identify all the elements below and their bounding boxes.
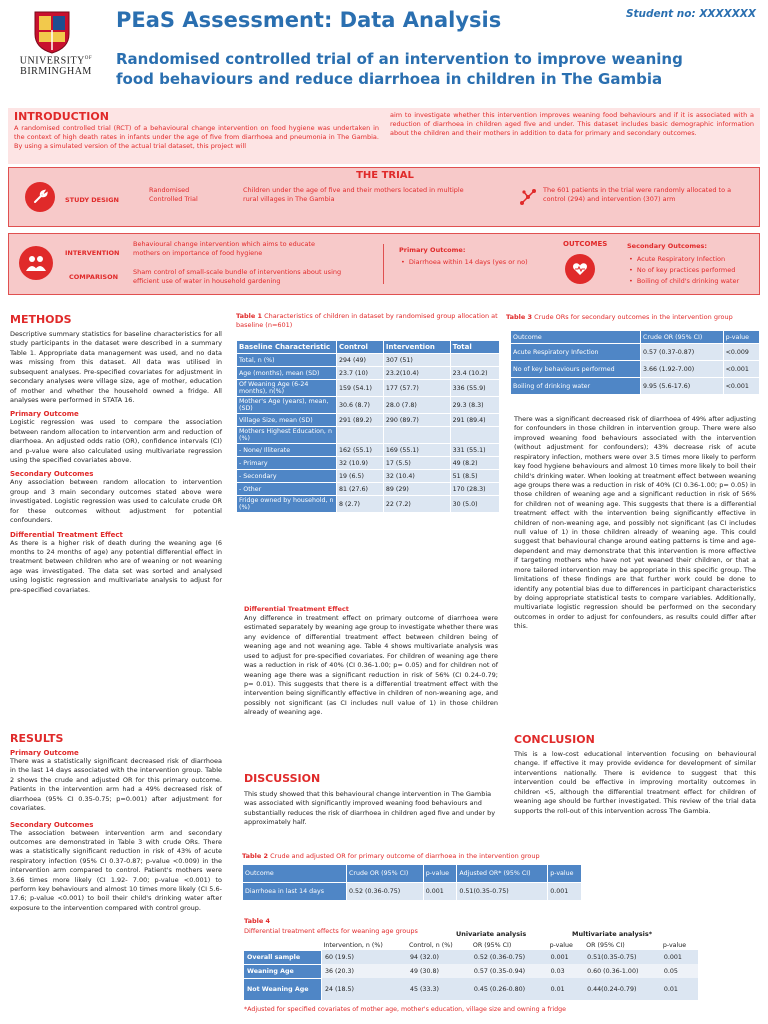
study-design-value: Randomised Controlled Trial — [149, 186, 198, 204]
network-icon — [519, 188, 537, 206]
table-cell: Boiling of drinking water — [511, 378, 641, 395]
table-header-cell: p-value — [723, 331, 759, 344]
table2-caption-label: Table 2 — [242, 852, 269, 860]
table-cell: 307 (51) — [383, 354, 450, 367]
table-cell: Diarrhoea in last 14 days — [243, 883, 347, 901]
primary-outcome-list — [401, 258, 528, 266]
table-cell: 29.3 (8.3) — [450, 397, 499, 414]
table-header-cell — [244, 941, 322, 950]
table-cell: <0.009 — [723, 344, 759, 361]
table-cell: 0.01 — [548, 978, 585, 1000]
introduction-right: aim to investigate whether this intervention improves weaning food behaviours and if it is associated with a reduction of diarrhoea in children aged five and under. This dataset includes basic demographic information about the children and their mothers in addition to data for primary and secondary outcomes. — [390, 111, 754, 138]
table-cell: 291 (89.4) — [450, 414, 499, 427]
table4 — [243, 941, 698, 1001]
table-row — [237, 427, 500, 444]
table-row — [511, 361, 760, 378]
table-cell: 0.52 (0.36-0.75) — [347, 883, 424, 901]
table-header-cell: Intervention — [383, 341, 450, 354]
results-secondary-heading: Secondary Outcomes — [10, 820, 94, 829]
table-row — [237, 457, 500, 470]
dte-heading: Differential Treatment Effect — [244, 605, 349, 613]
trial-heading: THE TRIAL — [356, 170, 414, 181]
table-cell: 32 (10.4) — [383, 470, 450, 483]
table-cell: 290 (89.7) — [383, 414, 450, 427]
table-cell: 331 (55.1) — [450, 444, 499, 457]
table-header-row — [244, 941, 698, 950]
introduction-left: A randomised controlled trial (RCT) of a behavioural change intervention on food hygiene was undertaken in the context of high death rates in infants under the age of five from diarrhoea and pneumonia in The Gambia. By using a simulated version of the actual trial dataset, this project will — [14, 124, 379, 151]
table-row — [237, 380, 500, 397]
table-cell: 3.66 (1.92-7.00) — [641, 361, 724, 378]
results-heading: RESULTS — [10, 732, 64, 745]
university-wordmark — [14, 56, 98, 77]
table-header-cell: Adjusted OR* (95% CI) — [457, 865, 548, 883]
table-header-row — [511, 331, 760, 344]
table-cell: Weaning Age — [244, 964, 322, 978]
table-header-row — [243, 865, 582, 883]
table-cell: 32 (10.9) — [337, 457, 384, 470]
methods-heading: METHODS — [10, 313, 72, 326]
table-cell: Not Weaning Age — [244, 978, 322, 1000]
table4-caption — [244, 917, 418, 937]
table-row — [237, 354, 500, 367]
table-row — [237, 483, 500, 496]
subtitle-line1: Randomised controlled trial of an intervention to improve weaning — [116, 50, 683, 68]
table-cell: 169 (55.1) — [383, 444, 450, 457]
results-primary-text: There was a statistically significant decreased risk of diarrhoea in the last 14 days associated with the intervention group. Table 2 shows the crude and adjusted OR for this primary outcome. Patients in the intervention arm had a 49% decreased risk of diarrhoea (95% CI 0.35-0.75; p=0.001) after adjustment for covariates. — [10, 757, 222, 813]
table3-caption-label: Table 3 — [506, 313, 533, 321]
table-cell: 23.4 (10.2) — [450, 367, 499, 380]
table-row — [237, 367, 500, 380]
methods-secondary-heading: Secondary Outcomes — [10, 470, 94, 479]
table-header-cell: p-value — [548, 865, 582, 883]
table-cell: 177 (57.7) — [383, 380, 450, 397]
table-cell: - None/ Illiterate — [237, 444, 337, 457]
introduction-heading: INTRODUCTION — [14, 110, 109, 123]
table-header-cell: Outcome — [243, 865, 347, 883]
intervention-value: Behavioural change intervention which aims to educate mothers on importance of food hygiene — [133, 240, 315, 258]
table-cell: Acute Respiratory Infection — [511, 344, 641, 361]
secondary-outcome-item: • Acute Respiratory Infection — [629, 254, 739, 265]
primary-outcome-item: • Diarrhoea within 14 days (yes or no) — [401, 258, 528, 266]
table-header-cell: Control — [337, 341, 384, 354]
table-header-cell: p-value — [423, 865, 457, 883]
secondary-outcome-item: • Boiling of child's drinking water — [629, 276, 739, 287]
table-cell: <0.001 — [723, 378, 759, 395]
table-cell: 49 (30.8) — [407, 964, 471, 978]
table-cell: 0.001 — [548, 950, 585, 964]
table-cell: Age (months), mean (SD) — [237, 367, 337, 380]
table-header-cell: Intervention, n (%) — [323, 942, 383, 949]
table-row — [237, 496, 500, 513]
table-cell: 0.45 (0.26-0.80) — [471, 978, 548, 1000]
table-cell: 36 (20.3) — [322, 964, 408, 978]
table-cell: 0.51(0.35-0.75) — [584, 950, 661, 964]
table-cell: 9.95 (5.6-17.6) — [641, 378, 724, 395]
table-cell: Village Size, mean (SD) — [237, 414, 337, 427]
table-row — [511, 344, 760, 361]
table-cell — [383, 427, 450, 444]
university-line2: BIRMINGHAM — [20, 65, 92, 77]
table-cell: 81 (27.6) — [337, 483, 384, 496]
table-cell: 0.001 — [423, 883, 457, 901]
discussion-section — [244, 772, 498, 828]
trial-box — [8, 167, 760, 227]
comparison-value: Sham control of small-scale bundle of interventions about using efficient use of water in household gardening — [133, 268, 342, 286]
table1 — [236, 340, 500, 513]
table-cell: 0.60 (0.36-1.00) — [584, 964, 661, 978]
table-header-row — [237, 341, 500, 354]
methods-dte-heading: Differential Treatment Effect — [10, 530, 123, 539]
table-cell: 22 (7.2) — [383, 496, 450, 513]
table-cell: 19 (6.5) — [337, 470, 384, 483]
allocation-text: The 601 patients in the trial were randomly allocated to a control (294) and intervention (307) arm — [543, 186, 732, 204]
poster-title: PEaS Assessment: Data Analysis — [116, 8, 502, 32]
conclusion-section — [514, 733, 756, 816]
secondary-outcome-item: • No of key practices performed — [629, 265, 739, 276]
table1-caption — [236, 312, 501, 330]
table-cell: 0.52 (0.36-0.75) — [471, 950, 548, 964]
table-cell: 60 (19.5) — [322, 950, 408, 964]
table-cell: 89 (29) — [383, 483, 450, 496]
table-cell — [450, 354, 499, 367]
table-row — [511, 378, 760, 395]
table-cell: 0.57 (0.35-0.94) — [471, 964, 548, 978]
table-cell: 0.001 — [548, 883, 582, 901]
table-header-cell: Total — [450, 341, 499, 354]
table-cell: 170 (28.3) — [450, 483, 499, 496]
table-cell: Total, n (%) — [237, 354, 337, 367]
table-cell: Overall sample — [244, 950, 322, 964]
table3-caption-text: Crude ORs for secondary outcomes in the intervention group — [532, 313, 733, 321]
outcomes-label: OUTCOMES — [563, 240, 608, 248]
dte-text: Any difference in treatment effect on primary outcome of diarrhoea were estimated separately by weaning age group to investigate whether there was any evidence of differential treatment effect between children being of weaning age and not weaning age. Table 4 shows multivariate analysis was used to adjust for pre-specified covariates. For children of weaning age there was a reduction in risk of 40% (CI 0.36-1.00; p= 0.05) and for children not of weaning age there was a significant reduction in risk of 56% (CI 0.24-0.79; p= 0.01). This suggests that there is a differential treatment effect with the intervention being significantly effective in children of non-weaning age, and possibly not significant (as CI includes null value of 1) in those children already of weaning age. — [244, 614, 498, 717]
table-header-cell: p-value — [662, 942, 687, 949]
methods-primary-text: Logistic regression was used to compare the association between random allocation to intervention arm and reduction of diarrhoea. An adjusted odds ratio (OR), confidence intervals (CI) and p-value were also calculated using multivariate regression using the specified covariates above. — [10, 418, 222, 465]
poster-subtitle — [116, 50, 683, 90]
table2-caption-text: Crude and adjusted OR for primary outcome of diarrhoea in the intervention group — [268, 852, 540, 860]
table2-caption — [242, 852, 540, 860]
table-cell — [337, 427, 384, 444]
discussion-continued-text: There was a significant decreased risk of diarrhoea of 49% after adjusting for confounders in those children in intervention group. There were also improved weaning food behaviours associated with the intervention (without adjustment for confounders); 43% decrease risk of acute respiratory infection, mothers were over 3.5 times more likely to perform key food hygiene behaviours and almost 10 times more likely to boil their child's drinking water. When looking at treatment effect between weaning age groups there was a reduction in risk of 40% (CI 0.36-1.00; p= 0.05) in those children of weaning age and a significant reduction in risk of 56% for children not of weaning age. This suggests that there is a differential treatment effect with the intervention being significantly effective in children of non-weaning age, and possibly not significant (as CI includes null value of 1) in those children already of weaning age. This could suggest that behavioural change around eating patterns is time and age-dependent and may demonstrate that this intervention is more effective if targeting mothers who have not yet weaned their children, or that a more tailored intervention may be appropriate in this specific group. The limitations of these findings are that further work could be done to identify any potential bias due to differences in participant characteristics by doing appropriate statistical tests to compare variables. Additionally, multivariate logistic regression should be performed on the secondary outcomes in order to adjust for confounders, as results could differ after this. — [514, 415, 756, 631]
table-cell: 28.0 (7.8) — [383, 397, 450, 414]
table-cell: 291 (89.2) — [337, 414, 384, 427]
table-cell: No of key behaviours performed — [511, 361, 641, 378]
conclusion-heading: CONCLUSION — [514, 733, 595, 746]
methods-section — [10, 313, 222, 595]
discussion-text: This study showed that this behavioural change intervention in The Gambia was associated with significantly improved weaning food behaviours and substantially reduces the risk of diarrhoea in children aged five and under by approximately half. — [244, 790, 496, 827]
table-cell: - Other — [237, 483, 337, 496]
table-row — [237, 397, 500, 414]
table1-caption-text: Characteristics of children in dataset by randomised group allocation at baseline (n=601) — [236, 312, 498, 330]
table3-caption — [506, 313, 733, 321]
table-row — [237, 414, 500, 427]
results-section — [10, 732, 222, 913]
table-cell: 30 (5.0) — [450, 496, 499, 513]
table-cell: 23.7 (10) — [337, 367, 384, 380]
table-cell: 45 (33.3) — [407, 978, 471, 1000]
table-cell: 294 (49) — [337, 354, 384, 367]
table-cell: 0.57 (0.37-0.87) — [641, 344, 724, 361]
methods-primary-heading: Primary Outcome — [10, 410, 79, 419]
table-cell: 49 (8.2) — [450, 457, 499, 470]
table-cell: 0.01 — [661, 978, 698, 1000]
table-cell: Of Weaning Age (6-24 months), n(%) — [237, 380, 337, 397]
study-design-label: STUDY DESIGN — [65, 196, 119, 204]
discussion-heading: DISCUSSION — [244, 772, 321, 785]
table-row — [237, 444, 500, 457]
table-header-cell: Crude OR (95% CI) — [641, 331, 724, 344]
table-header-cell: p-value — [549, 942, 573, 949]
table-row — [244, 978, 698, 1000]
table-header-cell: Control, n (%) — [409, 942, 453, 949]
table4-multivariate-label: Multivariate analysis* — [572, 930, 653, 938]
table2 — [242, 864, 582, 901]
methods-secondary-text: Any association between random allocation to intervention group and 3 main secondary outcomes stated above were investigated. Logistic regression was used to calculate crude OR for these outcomes without adjustment for potential confounders. — [10, 478, 222, 525]
table-cell: 159 (54.1) — [337, 380, 384, 397]
table-cell: 0.001 — [661, 950, 698, 964]
wrench-icon — [25, 182, 55, 212]
table-cell: Mother's Age (years), mean, (SD) — [237, 397, 337, 414]
results-secondary-text: The association between intervention arm and secondary outcomes are demonstrated in Table 3 with crude ORs. There was a statistically significant reduction in risk of 43% of acute respiratory infection (95% CI 0.37-0.87; p-value <0.009) in the intervention arm compared to control. Patient's mothers were 3.66 times more likely (CI 1.92- 7.00; p-value <0.001) to perform key behaviours and almost 10 times more likely (CI 5.6-17.6; p-value <0.001) to boil their child's drinking water after exposure to the intervention compared with control group. — [10, 828, 222, 912]
pico-divider — [383, 244, 384, 284]
conclusion-text: This is a low-cost educational intervention focusing on behavioural change. If effective it may provide evidence for development of similar interventions nationally. There is evidence to suggest that this intervention could be effective in improving mortality outcomes in children <5, although the differential treatment effect for children of weaning age should be further investigated. This review of the trial data supports the roll-out of this intervention across The Gambia. — [514, 750, 756, 815]
table3 — [510, 330, 760, 395]
table4-univariate-label: Univariate analysis — [456, 930, 527, 938]
table-header-cell: OR (95% CI) — [472, 942, 512, 949]
table4-caption-label: Table 4 — [244, 917, 271, 925]
table-row — [244, 964, 698, 978]
student-number: Student no: XXXXXXX — [625, 8, 756, 20]
heart-icon — [565, 254, 595, 284]
table-cell: 162 (55.1) — [337, 444, 384, 457]
subtitle-line2: food behaviours and reduce diarrhoea in children in The Gambia — [116, 69, 663, 88]
table-cell: 17 (5.5) — [383, 457, 450, 470]
table-cell: - Secondary — [237, 470, 337, 483]
table-row — [244, 950, 698, 964]
secondary-outcome-list — [629, 254, 739, 287]
table-header-cell: OR (95% CI) — [586, 942, 625, 949]
table-cell: 30.6 (8.7) — [337, 397, 384, 414]
table-header-cell: Baseline Characteristic — [237, 341, 337, 354]
dte-section — [244, 605, 498, 718]
comparison-label: COMPARISON — [69, 273, 119, 281]
table-cell: 24 (18.5) — [322, 978, 408, 1000]
introduction-box — [8, 108, 760, 164]
table-header-cell: Crude OR (95% CI) — [347, 865, 424, 883]
population-text: Children under the age of five and their mothers located in multiple rural villages in The Gambia — [243, 186, 464, 204]
table-cell: 51 (8.5) — [450, 470, 499, 483]
people-icon — [19, 246, 53, 280]
table1-caption-label: Table 1 — [236, 312, 263, 320]
table-cell: 8 (2.7) — [337, 496, 384, 513]
primary-outcome-heading: Primary Outcome: — [399, 246, 466, 254]
table-cell: <0.001 — [723, 361, 759, 378]
table-cell: 23.2(10.4) — [383, 367, 450, 380]
table-header-cell: Outcome — [511, 331, 641, 344]
table-cell: 336 (55.9) — [450, 380, 499, 397]
table-cell — [450, 427, 499, 444]
secondary-outcome-heading: Secondary Outcomes: — [627, 242, 708, 250]
intervention-label: INTERVENTION — [65, 249, 120, 257]
table-cell: 0.44(0.24-0.79) — [584, 978, 661, 1000]
methods-dte-text: As there is a higher risk of death during the weaning age (6 months to 24 months of age) any potential differential effect in treatment between children who are of weaning or not weaning age was investigated. The data set was sorted and analysed using logistic regression and multivariate analysis to adjust for pre-specified covariates. — [10, 538, 222, 594]
table-cell: - Primary — [237, 457, 337, 470]
results-primary-heading: Primary Outcome — [10, 749, 79, 757]
table-cell: 94 (32.0) — [407, 950, 471, 964]
university-line1: UNIVERSITY — [19, 55, 85, 67]
table-cell: Fridge owned by household, n (%) — [237, 496, 337, 513]
table-cell: Mothers Highest Education, n (%) — [237, 427, 337, 444]
table-cell: 0.05 — [661, 964, 698, 978]
table4-footnote: *Adjusted for specified covariates of mother age, mother's education, village size and owning a fridge — [244, 1006, 566, 1013]
methods-intro: Descriptive summary statistics for baseline characteristics for all study participants in the dataset were described in a summary Table 1. Appropriate data management was used, and no data was missing from this dataset. All data was utilised in subsequent analyses. Pre-specified covariates for adjustment in secondary analyses were village size, age of mother, education of mother and whether the household owned a fridge. All analyses were performed in STATA 16. — [10, 330, 222, 404]
table-cell: 0.51(0.35-0.75) — [457, 883, 548, 901]
table-row — [237, 470, 500, 483]
pico-box — [8, 233, 760, 295]
table4-caption-text: Differential treatment effects for weaning age groups — [244, 926, 418, 935]
table-cell: 0.03 — [548, 964, 585, 978]
university-crest — [33, 10, 71, 54]
table-row — [243, 883, 582, 901]
university-of: OF — [84, 56, 93, 61]
